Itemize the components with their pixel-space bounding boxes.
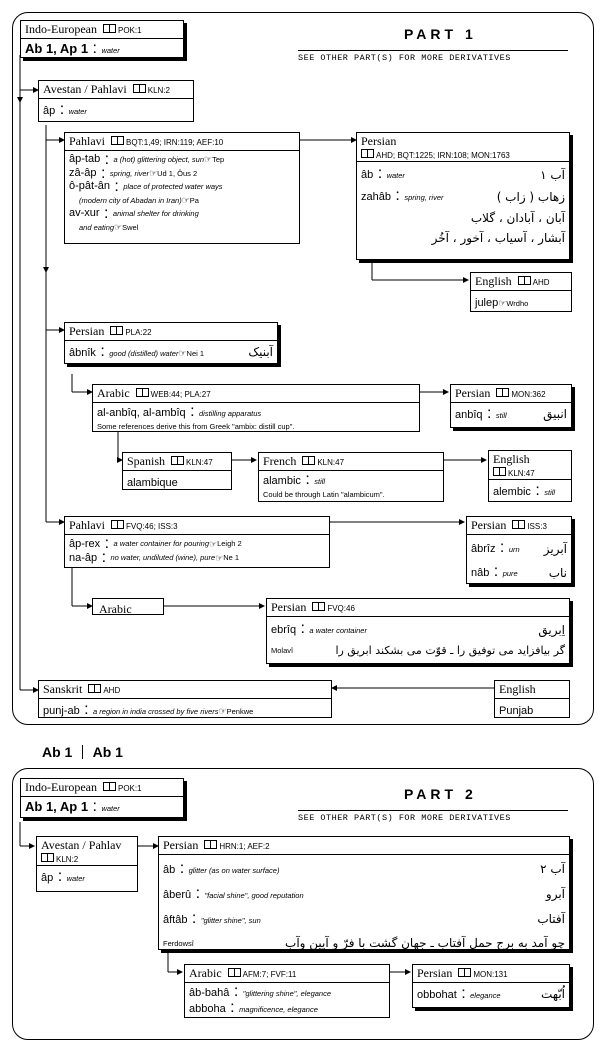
persian-script: آبنیک <box>248 345 273 359</box>
arabic-box-1: Arabic WEB:44; PLA:27 al-anbîq, al-ambîq : distilling apparatus Some references derive this from Greek "ambix: distill cup". <box>92 384 420 432</box>
language-label: Indo-European <box>25 780 97 794</box>
gloss: a water container <box>309 626 367 635</box>
word: âp <box>41 872 54 884</box>
word: obbohat <box>417 989 457 1001</box>
word: âbnîk <box>69 347 96 359</box>
gloss: (modern city of Abadan in Iran) <box>79 195 182 205</box>
word: al-anbîq, al-ambîq <box>97 407 186 419</box>
gloss: animal shelter for drinking <box>112 209 199 218</box>
reference: KLN:2 <box>56 855 79 864</box>
reference: AHD <box>532 278 550 287</box>
persian-script: آبرو <box>545 887 565 901</box>
cite: Nei 1 <box>186 349 205 358</box>
arabic-box-2 <box>92 598 164 615</box>
language-label: English <box>499 682 536 696</box>
language-label: Persian <box>271 600 307 614</box>
pahlavi-box-1: Pahlavi BQT:1,49; IRN:119; AEF:10 âp-tab : a (hot) glittering object, sun ☞ Tep zâ-âp : spring, river ☞ Ud 1, Ôus 2 ô-pât-ân : place of protected water ways (modern city of Abadan in Iran) ☞ Pa av-xur : animal shelter for drinking and eating ☞ Swel <box>64 132 300 244</box>
hand-icon: ☞ <box>498 298 507 308</box>
reference: BQT:1,49; IRN:119; AEF:10 <box>126 138 224 147</box>
persian-script: زهاب ( زاب ) <box>496 190 565 204</box>
cite: Pa <box>189 195 199 205</box>
book-icon <box>111 520 124 529</box>
avestan-box-part2: Avestan / Pahlav KLN:2 âp : water <box>36 836 138 892</box>
pahlavi-box-2: Pahlavi FVQ:46; ISS:3 âp-rex : a water container for pouring ☞ Leigh 2 na-âp : no water, undiluted (wine), pure ☞ Ne 1 <box>64 516 330 568</box>
gloss: place of protected water ways <box>123 182 223 191</box>
hand-icon: ☞ <box>181 194 190 205</box>
verse: گر بیافزاید می توفیق را ـ قوّت می بشکند ابریق را <box>335 644 565 657</box>
word: nâb <box>471 567 490 579</box>
hand-icon: ☞ <box>178 348 187 358</box>
reference: AHD; BQT:1225; IRN:108; MON:1763 <box>376 151 510 160</box>
book-icon <box>204 840 217 849</box>
gloss: and eating <box>79 222 115 232</box>
gloss: spring, river <box>109 168 150 178</box>
gloss: pure <box>502 569 518 578</box>
cite: Wrdho <box>506 299 529 308</box>
book-icon <box>496 388 509 397</box>
language-label: Arabic <box>189 966 222 980</box>
root-headword: Ab 1, Ap 1 <box>25 799 89 814</box>
language-label: English <box>475 274 512 288</box>
language-label: Persian <box>361 134 397 148</box>
book-icon <box>302 456 315 465</box>
language-label: Arabic <box>99 602 132 616</box>
language-label: Sanskrit <box>43 682 83 696</box>
language-label: Persian <box>471 518 507 532</box>
book-icon <box>361 149 374 158</box>
root-gloss: water <box>101 46 120 55</box>
root-gloss: water <box>101 804 120 813</box>
english-box-1 <box>470 272 572 312</box>
gloss: a water container for pouring <box>113 539 210 548</box>
language-label: Avestan / Pahlavi <box>43 82 127 96</box>
gloss: "facial shine", good reputation <box>204 891 304 900</box>
word: av-xur <box>69 207 100 219</box>
root-headword: Ab 1, Ap 1 <box>25 41 89 56</box>
book-icon <box>103 24 116 33</box>
sanskrit-box: Sanskrit AHD punj-ab : a region in india crossed by five rivers☞Penkwe <box>38 680 332 718</box>
word: âp <box>43 105 56 117</box>
language-label: Persian <box>69 324 105 338</box>
persian-box-2: Persian PLA:22 âbnîk : good (distilled) water☞Nei 1 آبنیک <box>64 322 278 364</box>
word: Punjab <box>499 705 534 717</box>
language-label: Persian <box>417 966 453 980</box>
persian-script: آبریز <box>543 542 567 556</box>
hand-icon: ☞ <box>218 706 227 716</box>
persian-script: آب ۲ <box>540 862 565 876</box>
word: na-âp <box>69 552 98 564</box>
persian-script: آبشار ، آسیاب ، آخور ، آخُر <box>431 231 565 245</box>
reference: KLN:2 <box>147 86 170 95</box>
gloss: good (distilled) water <box>109 349 179 358</box>
book-icon <box>228 968 241 977</box>
hand-icon: ☞ <box>209 539 218 549</box>
reference: KLN:47 <box>186 458 213 467</box>
word: âftâb <box>163 914 188 926</box>
arabic-box-part2: Arabic AFM:7; FVF:11 âb-bahâ : "glittering shine", elegance abboha : magnificence, elegance <box>184 964 390 1018</box>
word: âberû <box>163 889 192 901</box>
reference: PLA:22 <box>125 328 152 337</box>
hand-icon: ☞ <box>204 154 213 164</box>
word: âb <box>361 169 374 181</box>
part1-rule <box>298 50 568 51</box>
note: Some references derive this from Greek "ambix: distill cup". <box>97 422 295 431</box>
persian-script: ناب <box>548 566 567 580</box>
book-icon <box>512 520 525 529</box>
gloss: water <box>68 107 87 116</box>
book-icon <box>171 456 184 465</box>
reference: HRN:1; AEF:2 <box>219 842 270 851</box>
gloss: water <box>386 171 405 180</box>
part1-title: PART 1 <box>404 26 477 42</box>
gloss: "glitter shine", sun <box>200 916 261 925</box>
word: alambic <box>263 475 301 487</box>
reference: ISS:3 <box>527 522 547 531</box>
reference: FVQ:46 <box>327 604 355 613</box>
reference: KLN:47 <box>317 458 345 467</box>
hand-icon: ☞ <box>149 167 158 178</box>
reference: KLN:47 <box>508 469 535 478</box>
gloss: no water, undiluted (wine), pure <box>110 553 216 562</box>
english-box-3 <box>494 680 570 718</box>
poet-name: Ferdowsî <box>163 939 194 948</box>
persian-box-3: Persian MON:362 anbîq : still انبیق <box>450 384 572 428</box>
language-label: English <box>493 452 530 466</box>
book-icon <box>518 276 531 285</box>
book-icon <box>110 326 123 335</box>
book-icon <box>133 84 146 93</box>
part1-subtitle: SEE OTHER PART(S) FOR MORE DERIVATIVES <box>298 53 511 63</box>
gloss: elegance <box>470 991 501 1000</box>
book-icon <box>493 467 506 476</box>
persian-box-part2: Persian HRN:1; AEF:2 âb : glitter (as on water surface) آب ۲ âberû : "facial shine", good reputation آبرو âftâb : "glitter shine", sun آفتاب Ferdowsî چو آمد به برج حمل آفتاب ـ جهان گشت با فرّ و آیین وآب <box>158 836 570 950</box>
gloss: still <box>495 411 507 420</box>
persian-script: انبیق <box>543 407 567 421</box>
part2-rule <box>298 810 568 811</box>
gloss: magnificence, elegance <box>239 1005 318 1014</box>
word: alambique <box>127 477 178 489</box>
language-label: Persian <box>163 838 199 852</box>
avestan-box: Avestan / Pahlavi KLN:2 âp : water <box>38 80 194 122</box>
language-label: French <box>263 454 297 468</box>
book-icon <box>136 388 149 397</box>
gloss: a region in india crossed by five rivers <box>93 707 219 716</box>
verse: چو آمد به برج حمل آفتاب ـ جهان گشت با فرّ و آیین وآب <box>285 936 565 950</box>
french-box: French KLN:47 alambic : still Could be through Latin "alambicum". <box>258 452 444 502</box>
gloss: still <box>544 488 556 497</box>
word: alembic <box>493 486 531 498</box>
word: zâ-âp <box>69 166 97 179</box>
word: punj-ab <box>43 705 80 717</box>
word: zahâb <box>361 191 391 203</box>
persian-box-part2-2: Persian MON:131 obbohat : elegance اُبّهت <box>412 964 570 1008</box>
root-box-part2: Indo-European POK:1 Ab 1, Ap 1 : water <box>20 778 184 818</box>
persian-box-4: Persian ISS:3 âbrîz : urn آبریز nâb : pure ناب <box>466 516 572 584</box>
reference: WEB:44; PLA:27 <box>150 390 211 399</box>
note: Could be through Latin "alambicum". <box>263 490 385 499</box>
book-icon <box>458 968 471 977</box>
reference: FVQ:46; ISS:3 <box>126 522 178 531</box>
reference: POK:1 <box>117 26 142 35</box>
language-label: Spanish <box>127 454 166 468</box>
language-label: Indo-European <box>25 22 97 36</box>
language-label: Avestan / Pahlav <box>41 838 122 852</box>
gloss: "glittering shine", elegance <box>242 989 332 998</box>
gloss: urn <box>508 545 520 554</box>
reference: AFM:7; FVF:11 <box>242 970 297 979</box>
gloss: still <box>314 477 326 486</box>
reference: AHD <box>103 686 121 695</box>
reference: MON:131 <box>473 970 508 979</box>
book-icon <box>312 602 325 611</box>
word: abboha <box>189 1003 226 1015</box>
spanish-box <box>122 452 232 490</box>
word: ebrîq <box>271 624 297 636</box>
reference: MON:362 <box>511 390 546 399</box>
cite: Ne 1 <box>223 553 240 562</box>
cite: Swel <box>122 222 139 232</box>
root-box: Indo-European POK:1 Ab 1, Ap 1 : water <box>20 20 184 58</box>
persian-script: آب ۱ <box>540 168 565 182</box>
book-icon <box>88 684 101 693</box>
language-label: Persian <box>455 386 491 400</box>
cite: Leigh 2 <box>217 539 242 548</box>
gloss: a (hot) glittering object, sun <box>113 155 205 164</box>
persian-box-1: Persian AHD; BQT:1225; IRN:108; MON:1763 âb : water آب ۱ zahâb : spring, river زهاب ( زاب ) آبان ، آبادان ، گلاب آبشار ، آسیاب ، آخور ، آخُر <box>356 132 570 260</box>
gloss: water <box>66 874 85 883</box>
word: anbîq <box>455 409 483 421</box>
word: ô-pât-ân <box>69 180 110 192</box>
reference: POK:1 <box>117 784 142 793</box>
hand-icon: ☞ <box>114 221 123 232</box>
cite: Penkwe <box>226 707 254 716</box>
persian-box-5: Persian FVQ:46 ebrîq : a water container اِبریق Molavî گر بیافزاید می توفیق را ـ قوّت می بشکند ابریق را <box>266 598 570 664</box>
divider-right: Ab 1 <box>92 744 123 760</box>
word: âp-tab <box>69 153 101 165</box>
word: âp-rex <box>69 538 101 550</box>
language-label: Pahlavi <box>69 518 105 532</box>
gloss: distilling apparatus <box>199 409 262 418</box>
hand-icon: ☞ <box>215 553 224 563</box>
part2-subtitle: SEE OTHER PART(S) FOR MORE DERIVATIVES <box>298 813 511 823</box>
persian-script: آفتاب <box>537 912 565 926</box>
english-box-2: English KLN:47 alembic : still <box>488 450 572 502</box>
cite: Tep <box>212 155 225 164</box>
gloss: glitter (as on water surface) <box>188 866 280 875</box>
word: âb-bahâ <box>189 987 230 999</box>
language-label: Pahlavi <box>69 134 105 148</box>
persian-script: اِبریق <box>538 623 565 637</box>
gloss: spring, river <box>404 193 444 202</box>
book-icon <box>41 853 54 862</box>
part2-title: PART 2 <box>404 786 477 802</box>
persian-script: اُبّهت <box>541 987 565 1001</box>
word: âb <box>163 864 176 876</box>
language-label: Arabic <box>97 386 130 400</box>
word: âbrîz <box>471 543 496 555</box>
cite: Ud 1, Ôus 2 <box>157 168 198 178</box>
root-header <box>21 21 183 39</box>
divider-left: Ab 1 <box>42 744 73 760</box>
poet-name: Molavî <box>271 646 294 655</box>
word: julep <box>475 297 499 309</box>
persian-script: آبان ، آبادان ، گلاب <box>470 211 565 225</box>
book-icon <box>111 136 124 145</box>
book-icon <box>103 782 116 791</box>
section-divider <box>42 744 123 760</box>
